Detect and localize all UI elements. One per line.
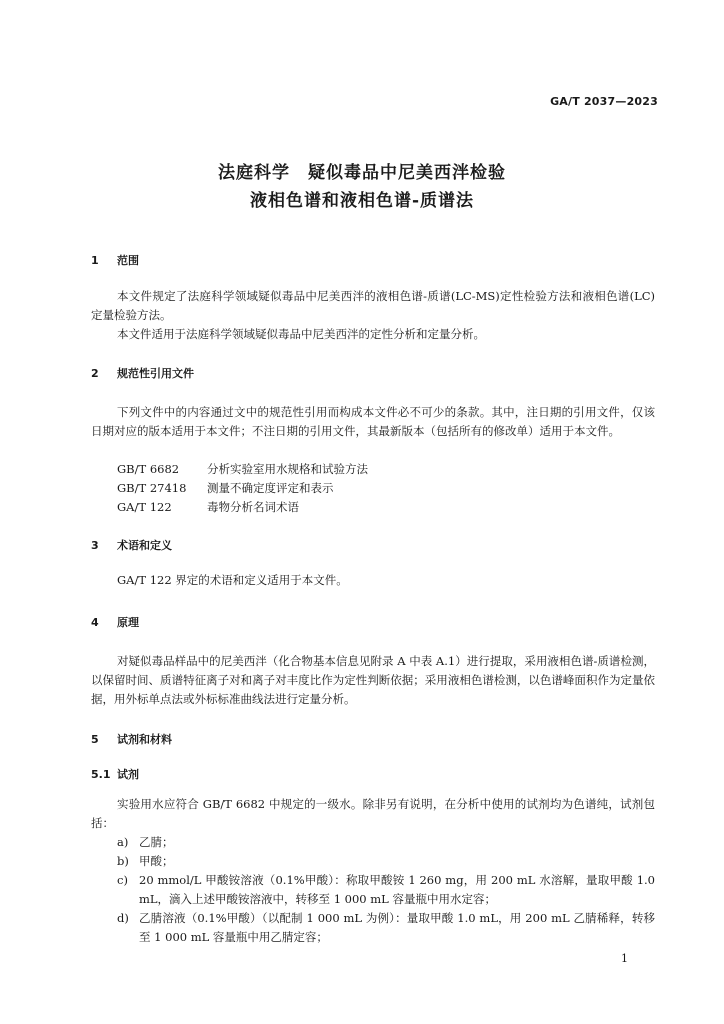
- list-marker: a): [117, 835, 129, 849]
- list-text: 乙腈；: [139, 835, 174, 849]
- reference-code: GB/T 27418: [117, 481, 187, 495]
- standard-code: GA/T 2037—2023: [550, 95, 658, 108]
- terms-paragraph: GA/T 122 界定的术语和定义适用于本文件。: [117, 573, 348, 587]
- section-number: 5: [91, 733, 99, 746]
- section-title: 术语和定义: [117, 539, 172, 552]
- reagents-paragraph: 实验用水应符合 GB/T 6682 中规定的一级水。除非另有说明，在分析中使用的试剂均为色谱纯，试剂包括：: [91, 797, 655, 830]
- list-text: 甲酸；: [139, 854, 174, 868]
- list-text: 乙腈溶液（0.1%甲酸）（以配制 1 000 mL 为例）：量取甲酸 1.0 mL，用 200 mL 乙腈稀释，转移至 1 000 mL 容量瓶中用乙腈定容；: [139, 911, 655, 944]
- subsection-title: 试剂: [117, 768, 139, 781]
- list-marker: b): [117, 854, 129, 868]
- section-heading-normative-references: [91, 365, 194, 381]
- section-number: 3: [91, 539, 99, 552]
- section-number: 2: [91, 367, 99, 380]
- reference-name: 毒物分析名词术语: [207, 500, 299, 514]
- section-heading-scope: [91, 252, 139, 268]
- section-title: 范围: [117, 254, 139, 267]
- list-text: 20 mmol/L 甲酸铵溶液（0.1%甲酸）：称取甲酸铵 1 260 mg，用 200 mL 水溶解，量取甲酸 1.0 mL，滴入上述甲酸铵溶液中，转移至 1 000 mL 容量瓶中用水定容；: [139, 873, 655, 906]
- reference-code: GB/T 6682: [117, 462, 180, 476]
- reagent-list-item: [117, 852, 655, 871]
- section-heading-terms: [91, 537, 172, 553]
- reference-name: 测量不确定度评定和表示: [207, 481, 334, 495]
- section-number: 4: [91, 616, 99, 629]
- reference-item: [117, 460, 368, 479]
- section-title: 原理: [117, 616, 139, 629]
- subsection-heading-reagents: [91, 766, 139, 782]
- reference-item: [117, 498, 299, 517]
- list-marker: d): [117, 911, 129, 925]
- scope-paragraph-1: 本文件规定了法庭科学领域疑似毒品中尼美西泮的液相色谱-质谱(LC-MS)定性检验方法和液相色谱(LC)定量检验方法。: [91, 289, 655, 322]
- principle-paragraph: 对疑似毒品样品中的尼美西泮（化合物基本信息见附录 A 中表 A.1）进行提取，采用液相色谱-质谱检测，以保留时间、质谱特征离子对和离子对丰度比作为定性判断依据；采用液相色谱检测，以色谱峰面积作为定量依据，用外标单点法或外标标准曲线法进行定量分析。: [91, 654, 655, 706]
- scope-paragraph-2: 本文件适用于法庭科学领域疑似毒品中尼美西泮的定性分析和定量分析。: [117, 327, 485, 341]
- document-title-line-1: 法庭科学 疑似毒品中尼美西泮检验: [218, 163, 506, 183]
- document-title-line-2: 液相色谱和液相色谱-质谱法: [249, 191, 475, 211]
- section-heading-principle: [91, 614, 139, 630]
- section-title: 试剂和材料: [117, 733, 172, 746]
- list-marker: c): [117, 873, 128, 887]
- subsection-number: 5.1: [91, 768, 111, 781]
- reference-code: GA/T 122: [117, 500, 172, 514]
- section-title: 规范性引用文件: [117, 367, 194, 380]
- reagent-list-item: [117, 871, 655, 909]
- reference-item: [117, 479, 334, 498]
- reagent-list-item: [117, 909, 655, 947]
- page-number: 1: [621, 952, 628, 965]
- section-heading-reagents-materials: [91, 731, 172, 747]
- references-paragraph: 下列文件中的内容通过文中的规范性引用而构成本文件必不可少的条款。其中，注日期的引用文件，仅该日期对应的版本适用于本文件；不注日期的引用文件，其最新版本（包括所有的修改单）适用于本文件。: [91, 405, 655, 438]
- reference-name: 分析实验室用水规格和试验方法: [207, 462, 368, 476]
- reagent-list-item: [117, 833, 655, 852]
- section-number: 1: [91, 254, 99, 267]
